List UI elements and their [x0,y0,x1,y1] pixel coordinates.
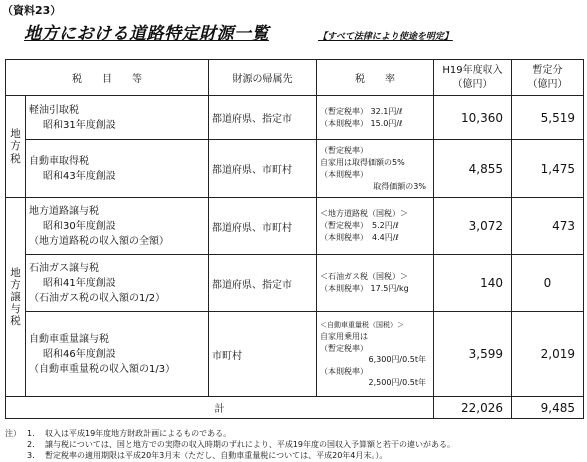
rate-line: （暫定税率） [320,145,368,155]
tax-name: 軽油引取税 [29,104,79,116]
rate-line: （暫定税率） 32.1円/ℓ [320,106,403,116]
note-line [5,428,585,439]
header-row [6,60,584,96]
note-number: 3. [27,451,35,460]
note-line [5,439,585,450]
rate-line: （本則税率） [320,169,368,179]
tax-name: 自動車取得税 [29,155,89,167]
tax-owner: 都道府県、市町村 [209,140,317,198]
tax-rate [317,198,434,255]
tax-owner: 都道府県、指定市 [209,96,317,140]
total-row [6,397,584,419]
tax-created: 昭和43年度創設 [43,170,116,182]
tax-note: （地方道路税の収入額の全額） [29,235,169,247]
header-item: 税 目 等 [6,60,209,96]
tax-item [26,198,209,255]
provisional-cell: 5,519 [512,96,584,140]
tax-note: （石油ガス税の収入額の1/2） [29,292,166,304]
tax-name: 地方道路譲与税 [29,205,99,217]
rate-line: 自家用乗用は [320,332,368,341]
header-revenue: H19年度収入 （億円） [434,60,512,96]
tax-created: 昭和41年度創設 [43,277,116,289]
tax-item [26,255,209,312]
header-owner: 財源の帰属先 [209,60,317,96]
notes [5,428,585,461]
tax-name: 石油ガス譲与税 [29,262,99,274]
rate-line: ＜石油ガス税（国税）＞ [320,272,408,281]
note-text: 暫定税率の適用期限は平成20年3月末（ただし、自動車重量税については、平成20年4月末。）。 [45,451,388,460]
notes-label: 注） [5,429,21,438]
total-provisional: 9,485 [512,397,584,419]
tax-created: 昭和46年度創設 [43,348,116,360]
note-text: 譲与税については、国と地方での実際の収入時期のずれにより、平成19年度の国収入予算額と若干の違いがある。 [45,440,456,449]
tax-owner: 都道府県、市町村 [209,198,317,255]
total-revenue: 22,026 [434,397,512,419]
revenue-cell: 140 [434,255,512,312]
group-local-tax: 地 方 税 [6,96,26,198]
total-label: 計 [6,397,434,419]
note-number: 1. [27,429,35,438]
table-row [6,96,584,140]
rate-line: 取得価額の3% [373,181,426,191]
rate-line: ＜自動車重量税（国税）＞ [320,320,404,329]
header-provisional: 暫定分 （億円） [512,60,584,96]
rate-line: （本則税率） [320,366,368,376]
rate-line: （本則税率） 4.4円/ℓ [320,233,399,242]
tax-item [26,140,209,198]
tax-owner: 市町村 [209,312,317,397]
revenue-cell: 10,360 [434,96,512,140]
rate-line: 2,500円/0.5t年 [368,378,426,387]
provisional-cell: 2,019 [512,312,584,397]
tax-rate [317,312,434,397]
tax-item [26,312,209,397]
note-number: 2. [27,440,35,449]
table-row [6,255,584,312]
revenue-table [5,59,584,419]
provisional-cell: 473 [512,198,584,255]
rate-line: （本則税率） 15.0円/ℓ [320,118,403,128]
tax-owner: 都道府県、指定市 [209,255,317,312]
rate-line: 自家用は取得価額の5% [320,157,405,167]
provisional-cell: 0 [512,255,584,312]
note-line [5,450,585,461]
provisional-cell: 1,475 [512,140,584,198]
page-title: 地方における道路特定財源一覧 [24,24,269,44]
rate-line: （暫定税率） [320,343,368,353]
group-transfer-tax: 地 方 譲 与 税 [6,198,26,397]
document-label: （資料23） [2,4,62,17]
rate-line: 6,300円/0.5t年 [368,355,426,364]
rate-line: （本則税率） 17.5円/kg [320,284,409,293]
tax-item [26,96,209,140]
revenue-cell: 3,599 [434,312,512,397]
table-row [6,198,584,255]
revenue-cell: 4,855 [434,140,512,198]
table-row [6,312,584,397]
tax-rate [317,140,434,198]
page-subtitle: 【すべて法律により使途を明定】 [318,32,453,42]
tax-created: 昭和31年度創設 [43,119,116,131]
header-rate: 税 率 [317,60,434,96]
revenue-cell: 3,072 [434,198,512,255]
tax-rate [317,255,434,312]
rate-line: ＜地方道路税（国税）＞ [320,209,408,218]
tax-note: （自動車重量税の収入額の1/3） [29,363,176,375]
tax-rate [317,96,434,140]
rate-line: （暫定税率） 5.2円/ℓ [320,221,399,230]
note-text: 収入は平成19年度地方財政計画によるものである。 [45,429,232,438]
tax-name: 自動車重量譲与税 [29,333,109,345]
tax-created: 昭和30年度創設 [43,220,116,232]
table-row [6,140,584,198]
